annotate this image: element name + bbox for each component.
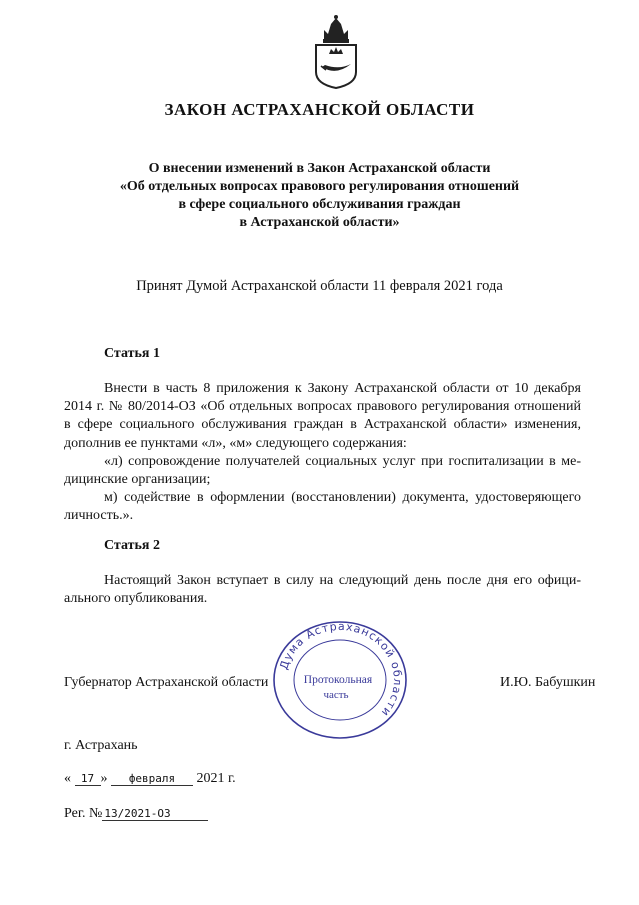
stamp-ring-text: Дума Астраханской области <box>277 619 405 720</box>
text-line: в сфере социального обслуживания граждан в Астраханской области» изменения, <box>64 417 581 433</box>
date-month: февраля <box>111 772 193 786</box>
reg-number: 13/2021-ОЗ <box>102 807 208 821</box>
subtitle-line: «Об отдельных вопросах правового регулирования отношений <box>119 179 520 194</box>
date-line <box>64 771 236 787</box>
reg-label: Рег. № <box>64 806 103 821</box>
adoption-note: Принят Думой Астраханской области 11 февраля 2021 года <box>136 278 503 294</box>
date-day: 17 <box>75 772 101 786</box>
city-line: г. Астрахань <box>64 738 138 753</box>
protocol-stamp <box>268 618 412 740</box>
date-year: 2021 г. <box>196 771 236 786</box>
text-line: дицинские организации; <box>64 472 211 488</box>
date-open-quote: « <box>64 771 71 786</box>
stamp-center-line: Протокольная <box>303 674 373 686</box>
registration-line <box>64 806 208 822</box>
subtitle-line: в Астраханской области» <box>239 215 400 230</box>
document-title: ЗАКОН АСТРАХАНСКОЙ ОБЛАСТИ <box>164 100 475 119</box>
subtitle-line: в сфере социального обслуживания граждан <box>178 197 461 212</box>
text-line: м) содействие в оформлении (восстановлении) документа, удостоверяющего <box>104 490 581 506</box>
stamp-center-line: часть <box>323 689 349 701</box>
coat-of-arms-emblem <box>309 14 363 90</box>
article-2-text <box>64 572 581 608</box>
svg-text:Дума Астраханской области <box>277 620 404 720</box>
article-1-heading: Статья 1 <box>104 346 160 361</box>
text-line: личность.». <box>64 508 134 524</box>
text-line: дополнив ее пунктами «л», «м» следующего содержания: <box>64 435 407 451</box>
text-line: ального опубликования. <box>64 591 208 607</box>
text-line: 2014 г. № 80/2014-ОЗ «Об отдельных вопросах правового регулирования отношений <box>64 399 581 415</box>
signatory-position: Губернатор Астраханской области <box>64 675 269 690</box>
text-line: Настоящий Закон вступает в силу на следующий день после дня его офици- <box>104 573 581 588</box>
text-line: «л) сопровождение получателей социальных услуг при госпитализации в ме- <box>104 453 581 469</box>
subtitle-line: О внесении изменений в Закон Астраханской области <box>148 161 491 176</box>
date-close-quote: » <box>100 771 108 786</box>
document-subtitle <box>0 160 639 232</box>
signatory-name: И.Ю. Бабушкин <box>500 675 596 690</box>
article-1-text <box>64 380 581 526</box>
article-2-heading: Статья 2 <box>104 538 160 553</box>
text-line: Внести в часть 8 приложения к Закону Астраханской области от 10 декабря <box>104 381 581 396</box>
